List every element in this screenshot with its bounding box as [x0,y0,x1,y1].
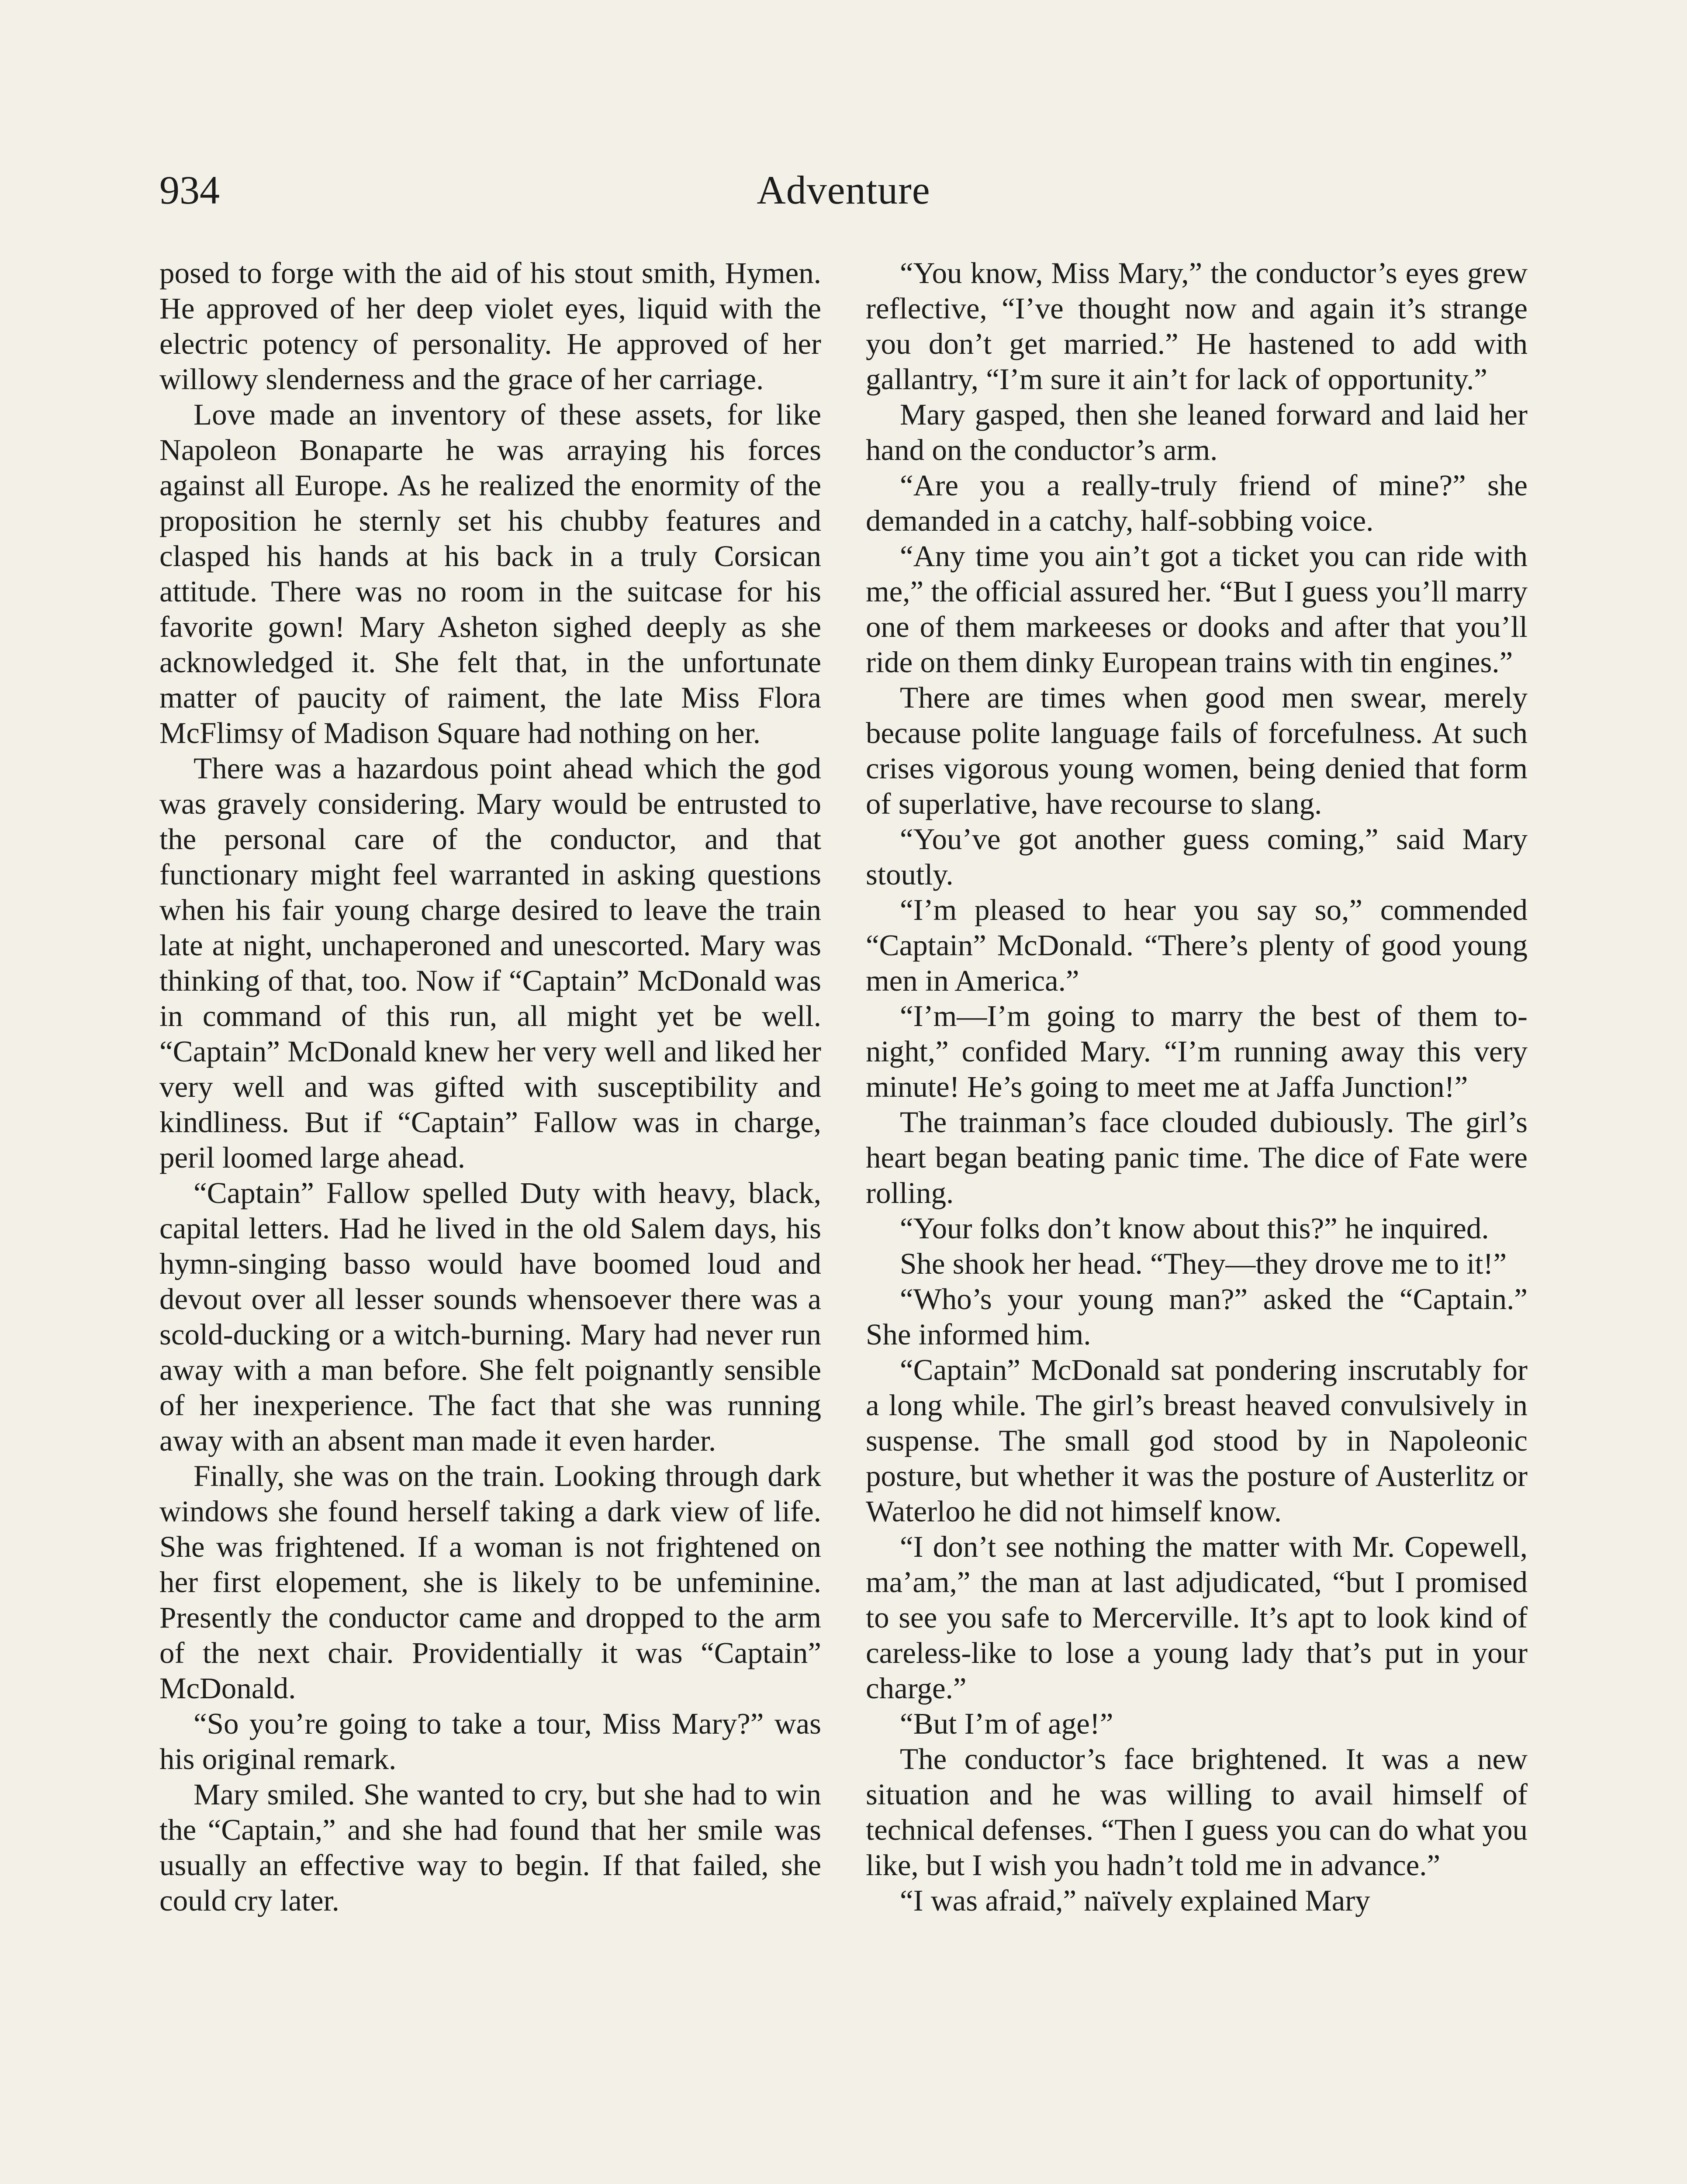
paragraph: The trainman’s face clouded dubiously. The girl’s heart began beating panic time. The dice of Fate were rolling. [866,1106,1528,1209]
paragraph: Mary gasped, then she leaned forward and laid her hand on the conductor’s arm. [866,398,1528,467]
right-column [866,256,1528,2184]
paragraph: “So you’re going to take a tour, Miss Mary?” was his original remark. [159,1707,821,1776]
paragraph: “Any time you ain’t got a ticket you can ride with me,” the official assured her. “But I guess you’ll marry one of them markeeses or dooks and after that you’ll ride on them dinky European trains with tin engines.” [866,539,1528,679]
paragraph: “But I’m of age!” [900,1707,1113,1740]
paragraph: “Are you a really-truly friend of mine?” she demanded in a catchy, half-sobbing voice. [866,469,1528,537]
paragraph: “Captain” McDonald sat pondering inscrutably for a long while. The girl’s breast heaved convulsively in suspense. The small god stood by in Napoleonic posture, but whether it was the posture of Austerlitz or Waterloo he did not himself know. [866,1353,1528,1528]
paragraph: There are times when good men swear, merely because polite language fails of forcefulness. At such crises vigorous young women, being denied that form of superlative, have recourse to slang. [866,681,1528,820]
paragraph: “Who’s your young man?” asked the “Captain.” She informed him. [866,1282,1528,1351]
paragraph: “Your folks don’t know about this?” he inquired. [900,1212,1489,1245]
paragraph: Mary smiled. She wanted to cry, but she had to win the “Captain,” and she had found that her smile was usually an effective way to begin. If that failed, she could cry later. [159,1778,821,1917]
text-columns [159,256,1528,2184]
paragraph: Finally, she was on the train. Looking through dark windows she found herself taking a dark view of life. She was frightened. If a woman is not frightened on her first elopement, she is likely to be unfeminine. Presently the conductor came and dropped to the arm of the next chair. Providentially it was “Captain” McDonald. [159,1459,821,1705]
paragraph: “You’ve got another guess coming,” said Mary stoutly. [866,822,1528,891]
paragraph: “Captain” Fallow spelled Duty with heavy, black, capital letters. Had he lived in the old Salem days, his hymn-singing basso would have boomed loud and devout over all lesser sounds whensoever there was a scold-ducking or a witch-burning. Mary had never run away with a man before. She felt poignantly sensible of her inexperience. The fact that she was running away with an absent man made it even harder. [159,1176,821,1457]
paragraph: “I’m pleased to hear you say so,” commended “Captain” McDonald. “There’s plenty of good young men in America.” [866,893,1528,997]
page-header [159,157,1528,223]
paragraph: The conductor’s face brightened. It was a new situation and he was willing to avail himself of technical defenses. “Then I guess you can do what you like, but I wish you hadn’t told me in advance.” [866,1742,1528,1882]
paragraph: Love made an inventory of these assets, for like Napoleon Bonaparte he was arraying his forces against all Europe. As he realized the enormity of the proposition he sternly set his chubby features and clasped his hands at his back in a truly Corsican attitude. There was no room in the suitcase for his favorite gown! Mary Asheton sighed deeply as she acknowledged it. She felt that, in the unfortunate matter of paucity of raiment, the late Miss Flora McFlimsy of Madison Square had nothing on her. [159,398,821,750]
left-column [159,256,821,2184]
paragraph: “I was afraid,” naïvely explained Mary [900,1884,1370,1917]
paragraph: There was a hazardous point ahead which the god was gravely considering. Mary would be entrusted to the personal care of the conductor, and that functionary might feel warranted in asking questions when his fair young charge desired to leave the train late at night, unchaperoned and unescorted. Mary was thinking of that, too. Now if “Captain” McDonald was in command of this run, all might yet be well. “Captain” McDonald knew her very well and liked her very well and was gifted with susceptibility and kindliness. But if “Captain” Fallow was in charge, peril loomed large ahead. [159,752,821,1174]
paragraph: “I’m—I’m going to marry the best of them to-night,” confided Mary. “I’m running away this very minute! He’s going to meet me at Jaffa Junction!” [866,999,1528,1103]
paragraph: “You know, Miss Mary,” the conductor’s eyes grew reflective, “I’ve thought now and again it’s strange you don’t get married.” He hastened to add with gallantry, “I’m sure it ain’t for lack of opportunity.” [866,256,1528,396]
page-number: 934 [159,168,220,212]
paragraph: She shook her head. “They—they drove me to it!” [900,1247,1507,1280]
paragraph: posed to forge with the aid of his stout smith, Hymen. He approved of her deep violet eyes, liquid with the electric potency of personality. He approved of her willowy slenderness and the grace of her carriage. [159,256,821,396]
running-head: Adventure [757,168,930,212]
paragraph: “I don’t see nothing the matter with Mr. Copewell, ma’am,” the man at last adjudicated, “but I promised to see you safe to Mercerville. It’s apt to look kind of careless-like to lose a young lady that’s put in your charge.” [866,1530,1528,1705]
